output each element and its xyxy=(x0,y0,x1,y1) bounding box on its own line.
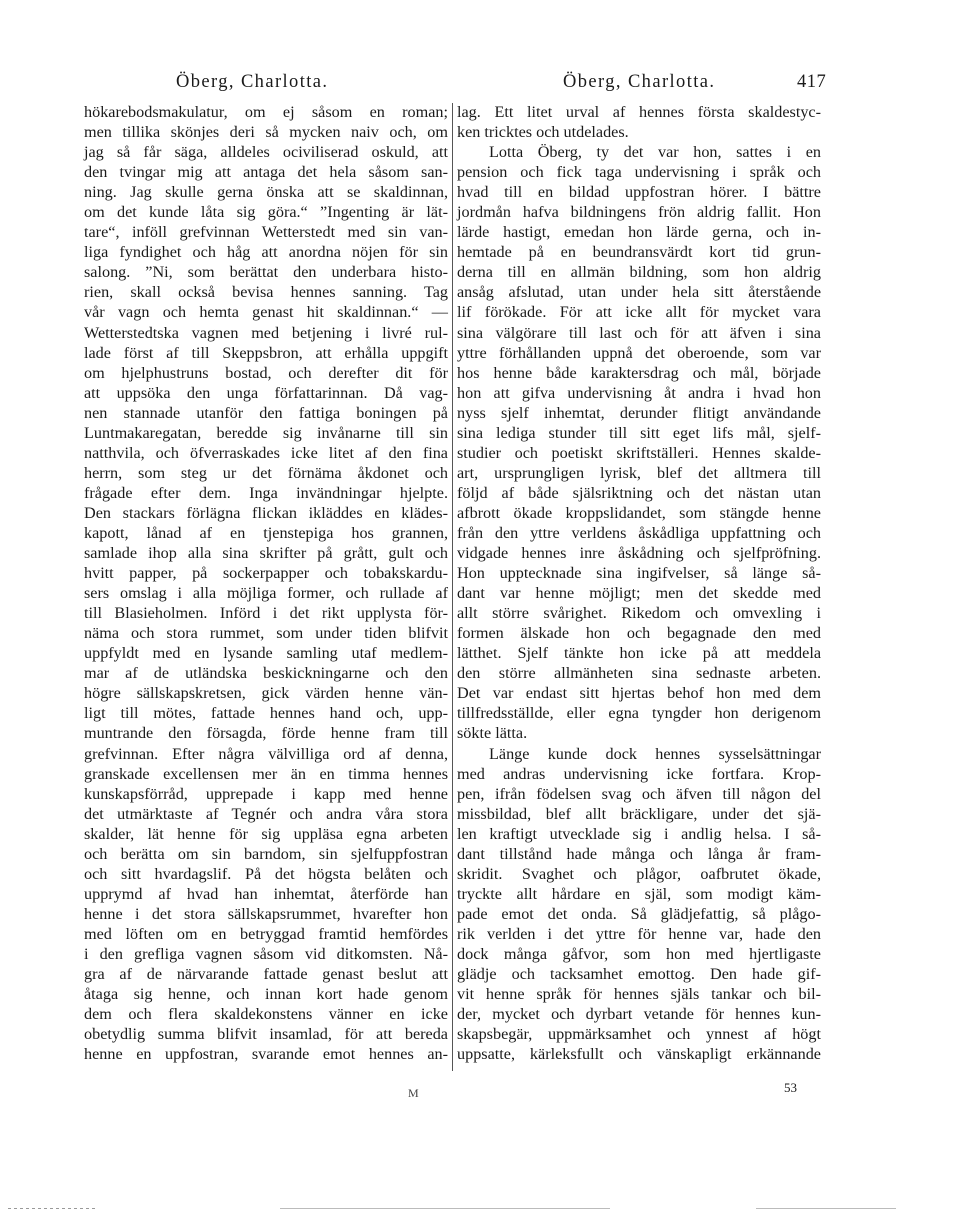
text-line: yttre förhållanden uppnå det oberoende, som var xyxy=(457,343,821,362)
text-line: till Blasieholmen. Införd i det rikt upplysta för- xyxy=(84,604,448,623)
text-line: lade först af till Skeppsbron, att erhålla uppgift xyxy=(84,343,448,362)
text-line: sina välgörare till last och för att äfven i sina xyxy=(457,323,821,342)
text-line: studier och poetiskt skriftställeri. Hennes skalde- xyxy=(457,443,821,462)
text-line: den tvingar mig att antaga det hela såsom san- xyxy=(84,163,448,182)
text-line: art, ursprungligen lyrisk, blef det alltmera till xyxy=(457,463,821,482)
text-line: granskade excellensen mer än en timma hennes xyxy=(84,764,448,783)
text-line: följd af både själsriktning och det nästan utan xyxy=(457,483,821,502)
text-line: tillfredsställde, eller egna tyngder hon derigenom xyxy=(457,704,821,723)
scan-edge-line xyxy=(756,1208,896,1209)
text-line: lif förökade. För att icke allt för mycket vara xyxy=(457,303,821,322)
text-line: pension och fick taga undervisning i språk och xyxy=(457,163,821,182)
text-line: glädje och tacksamhet emottog. Den hade gif- xyxy=(457,965,821,984)
right-text-column xyxy=(457,102,821,1064)
text-line: pen, ifrån födelsen svag och äfven till någon del xyxy=(457,784,821,803)
text-line: högre sällskapskretsen, gick värden henne vän- xyxy=(84,684,448,703)
header-right-title: Öberg, Charlotta. xyxy=(563,72,716,92)
text-line: rik verlden i det yttre för henne var, hade den xyxy=(457,924,821,943)
text-line: Den stackars förlägna flickan ikläddes en klädes- xyxy=(84,503,448,522)
header-left-title: Öberg, Charlotta. xyxy=(176,72,329,92)
text-line: skridit. Svaghet och plågor, oafbrutet ökade, xyxy=(457,864,821,883)
text-line: dem och flera skaldekonstens vänner en icke xyxy=(84,1005,448,1024)
text-line: henne i det stora sällskapsrummet, hvarefter hon xyxy=(84,904,448,923)
text-line: allt större svårighet. Rikedom och omvexling i xyxy=(457,604,821,623)
text-line: kapott, lånad af en tjenstepiga hos grannen, xyxy=(84,523,448,542)
text-line: grefvinnan. Efter några välvilliga ord af denna, xyxy=(84,744,448,763)
text-line: om hjelphustruns bostad, och derefter dit för xyxy=(84,363,448,382)
text-line: salong. ”Ni, som berättat den underbara histo- xyxy=(84,263,448,282)
text-line: dant tillstånd hade många och långa år fram- xyxy=(457,844,821,863)
text-line: hvitt papper, på sockerpapper och tobakskardu- xyxy=(84,564,448,583)
text-line: tare“, inföll grefvinnan Wetterstedt med sin van- xyxy=(84,223,448,242)
text-line: skalder, lät henne för sig uppläsa egna arbeten xyxy=(84,824,448,843)
text-line: att uppsöka den unga författarinnan. Då vag- xyxy=(84,383,448,402)
text-line: jag så får säga, alldeles ociviliserad oskuld, att xyxy=(84,143,448,162)
text-line: frågade efter dem. Inga invändningar hjelpte. xyxy=(84,483,448,502)
text-line: len kraftigt utvecklade sig i andlig helsa. I så- xyxy=(457,824,821,843)
text-line: dock många gåfvor, som hon med hjertligaste xyxy=(457,944,821,963)
left-text-column xyxy=(84,102,448,1064)
text-line: skapsbegär, uppmärksamhet och ynnest af högt xyxy=(457,1025,821,1044)
text-line: ken tricktes och utdelades. xyxy=(457,123,629,142)
text-line: der, mycket och dyrbart vetande för hennes kun- xyxy=(457,1005,821,1024)
text-line: afbrott ökade kroppslidandet, som stängde henne xyxy=(457,503,821,522)
text-line: muntrande den försagda, förde henne fram till xyxy=(84,724,448,743)
text-line: om det kunde låta sig göra.“ ”Ingenting är lät- xyxy=(84,203,448,222)
text-line: hos henne både karaktersdrag och mål, började xyxy=(457,363,821,382)
text-line: Hon upptecknade sina ingifvelser, så länge så- xyxy=(457,564,821,583)
text-line: den större allmänheten sina sednaste arbeten. xyxy=(457,664,821,683)
text-line: derna till en allmän bildning, som hon aldrig xyxy=(457,263,821,282)
text-line: lätthet. Sjelf tänkte hon icke på att meddela xyxy=(457,644,821,663)
text-line: Wetterstedtska vagnen med betjening i livré rul- xyxy=(84,323,448,342)
text-line: med löften om en betryggad framtid hemfördes xyxy=(84,924,448,943)
signature-mark: 53 xyxy=(784,1080,797,1095)
text-line: hökarebodsmakulatur, om ej såsom en roman; xyxy=(84,103,448,121)
text-line: vidgade hennes inre åskådning och sjelfpröfning. xyxy=(457,544,821,563)
text-line: henne en uppfostran, svarande emot hennes an- xyxy=(84,1045,448,1064)
text-line: uppsatte, kärleksfullt och vänskapligt erkännande xyxy=(457,1045,821,1064)
text-line: och berätta om sin barndom, sin sjelfuppfostran xyxy=(84,844,448,863)
text-line: uppfyldt med en lysande samling utaf medlem- xyxy=(84,644,448,663)
running-header xyxy=(0,72,968,98)
text-line: Det var endast sitt hjertas behof hon med dem xyxy=(457,684,821,703)
text-line: nyss sjelf inhemtat, derunder flitigt användande xyxy=(457,403,821,422)
text-line: gra af de närvarande fattade genast beslut att xyxy=(84,965,448,984)
scan-edge-line xyxy=(280,1208,610,1209)
text-line: men tillika skönjes deri så mycken naiv och, om xyxy=(84,123,448,142)
text-line: sina lediga stunder till sitt eget lifs mål, sjelf- xyxy=(457,423,821,442)
text-line: dant var henne möjligt; men det skedde med xyxy=(457,584,821,603)
text-line: obetydlig summa blifvit insamlad, för att bereda xyxy=(84,1025,448,1044)
text-line: tryckte allt hårdare en själ, som modigt käm- xyxy=(457,884,821,903)
text-line: vår vagn och hemta genast hit skaldinnan.“ — xyxy=(84,303,448,322)
text-line: Lotta Öberg, ty det var hon, sattes i en xyxy=(489,143,821,162)
text-line: det utmärktaste af Tegnér och andra våra stora xyxy=(84,804,448,823)
text-line: liga fyndighet och håg att anordna nöjen för sin xyxy=(84,243,448,262)
text-line: mar af de utländska beskickningarne och den xyxy=(84,664,448,683)
text-line: lärde hastigt, emedan hon lärde gerna, och in- xyxy=(457,223,821,242)
page-number: 417 xyxy=(797,72,827,92)
text-line: från den yttre verldens åskådliga uppfattning och xyxy=(457,523,821,542)
text-line: herrn, som steg ur det förnäma åkdonet och xyxy=(84,463,448,482)
text-line: natthvila, och öfverraskades icke litet af den fina xyxy=(84,443,448,462)
text-line: näma och stora rummet, som under tiden blifvit xyxy=(84,624,448,643)
text-line: upprymd af hvad han inhemtat, återförde han xyxy=(84,884,448,903)
footer-mark: M xyxy=(408,1086,419,1100)
text-line: ligt till mötes, fattade hennes hand och, upp- xyxy=(84,704,448,723)
text-line: i den grefliga vagnen såsom vid ditkomsten. Nå- xyxy=(84,944,448,963)
text-line: hvad till en bildad uppfostran hörer. I bättre xyxy=(457,183,821,202)
text-line: åtaga sig henne, och innan kort hade genom xyxy=(84,985,448,1004)
column-divider xyxy=(452,103,453,1071)
text-line: vit henne språk för hennes själs tankar och bil- xyxy=(457,985,821,1004)
text-line: kunskapsförråd, upprepade i kapp med henne xyxy=(84,784,448,803)
scan-edge-line xyxy=(8,1208,98,1209)
text-line: Luntmakaregatan, beredde sig invånarne till sin xyxy=(84,423,448,442)
text-line: rien, skall också bevisa hennes sanning. Tag xyxy=(84,283,448,302)
text-line: nen stannade utanför den fattiga boningen på xyxy=(84,403,448,422)
text-line: formen älskade hon och begagnade den med xyxy=(457,624,821,643)
text-line: jordmån hafva bildningens frön aldrig fallit. Hon xyxy=(457,203,821,222)
text-line: ansåg afslutad, utan under hela sitt återstående xyxy=(457,283,821,302)
text-line: pade emot det onda. Så glädjefattig, så plågo- xyxy=(457,904,821,923)
text-line: med andras undervisning icke fortfara. Krop- xyxy=(457,764,821,783)
text-line: hemtade på en beundransvärdt kort tid grun- xyxy=(457,243,821,262)
text-line: lag. Ett litet urval af hennes första skaldestyc- xyxy=(457,103,821,121)
text-line: samlade ihop alla sina skrifter på grått, gult och xyxy=(84,544,448,563)
text-line: sökte lätta. xyxy=(457,724,528,743)
text-line: Länge kunde dock hennes sysselsättningar xyxy=(489,744,821,763)
text-line: hon att gifva undervisning åt andra i hvad hon xyxy=(457,383,821,402)
text-line: missbildad, blef allt bräckligare, under det sjä- xyxy=(457,804,821,823)
text-line: ning. Jag skulle gerna önska att se skaldinnan, xyxy=(84,183,448,202)
text-line: sers omslag i alla möjliga former, och rullade af xyxy=(84,584,448,603)
text-line: och sitt hvardagslif. På det högsta belåten och xyxy=(84,864,448,883)
